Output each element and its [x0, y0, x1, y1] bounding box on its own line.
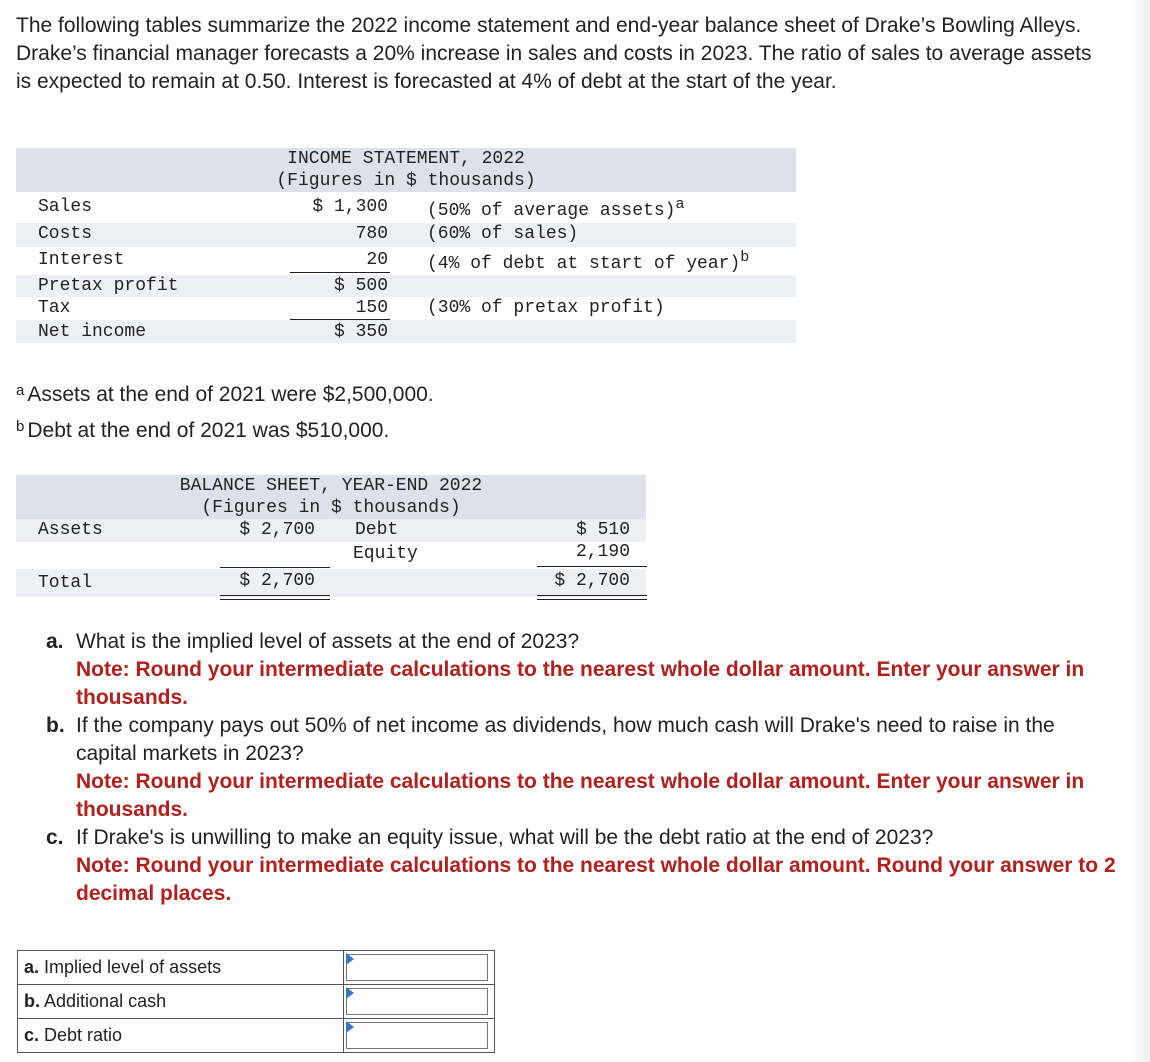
answer-label: b. Additional cash	[18, 985, 344, 1019]
income-row-note: (50% of average assets)$^a$	[427, 196, 685, 221]
footnote-marker: a	[16, 382, 25, 399]
income-row-value: 780	[355, 224, 388, 244]
question-note: Note: Round your intermediate calculations to the nearest whole dollar amount. Enter your answer in thousands.	[76, 658, 1085, 709]
footnote-marker: a	[675, 196, 685, 213]
subtotal-rule	[220, 567, 330, 568]
answer-flag-icon	[346, 953, 354, 965]
income-row-label: Interest	[38, 250, 125, 270]
question-note: Note: Round your intermediate calculations to the nearest whole dollar amount. Round your answer to 2 decimal places.	[76, 854, 1116, 905]
income-row-note: (60% of sales)	[427, 224, 579, 244]
question-text: If Drake's is unwilling to make an equity issue, what will be the debt ratio at the end of 2023?	[76, 826, 934, 849]
answer-row	[18, 985, 495, 1019]
income-row-value: $ 350	[333, 322, 388, 342]
balance-sheet-subtitle: (Figures in $ thousands)	[201, 498, 461, 518]
income-row-label: Tax	[38, 298, 71, 318]
answer-label: a. Implied level of assets	[18, 951, 344, 985]
assets-value: $ 2,700	[239, 520, 315, 540]
income-row-label: Sales	[38, 197, 93, 217]
income-row-label: Pretax profit	[38, 276, 179, 296]
footnote-a: $^a$ Assets at the end of 2021 were $2,500,000.	[16, 382, 434, 406]
questions-list	[46, 628, 1116, 908]
income-row-label: Net income	[38, 322, 147, 342]
answer-table	[17, 950, 495, 1053]
footnote-marker: b	[740, 249, 750, 266]
total-assets-value: $ 2,700	[239, 571, 315, 591]
question-a: a. What is the implied level of assets at the end of 2023? Note: Round your intermediate calculations to the nearest whole dollar amount. Enter your answer in thousands.	[46, 630, 1085, 709]
implied-assets-input[interactable]	[346, 954, 488, 981]
income-row-value: $ 1,300	[312, 197, 388, 217]
income-statement-header	[16, 148, 796, 192]
debt-label: Debt	[355, 520, 399, 540]
question-b: b. If the company pays out 50% of net income as dividends, how much cash will Drake's need to raise in the capital markets in 2023? Note: Round your intermediate calculations to the nearest whole dollar amount. Enter your answer in thousands.	[46, 714, 1085, 821]
total-liabilities-value: $ 2,700	[554, 571, 630, 591]
question-note: Note: Round your intermediate calculations to the nearest whole dollar amount. Enter your answer in thousands.	[76, 770, 1085, 821]
problem-intro: The following tables summarize the 2022 income statement and end-year balance sheet of Drake’s Bowling Alleys. Drake’s financial manager forecasts a 20% increase in sales and costs in 2023. The ratio of sales to average assets is expected to remain at 0.50. Interest is forecasted at 4% of debt at the start of the year.	[16, 14, 1092, 93]
income-row-value: 150	[355, 298, 388, 318]
page-edge-shade	[1130, 0, 1150, 1062]
subtotal-rule	[537, 566, 647, 567]
answer-flag-icon	[346, 987, 354, 999]
balance-sheet-header	[16, 475, 646, 519]
debt-value: $ 510	[575, 520, 630, 540]
double-underline	[220, 595, 330, 600]
income-row-label: Costs	[38, 224, 93, 244]
equity-value: 2,190	[575, 542, 630, 562]
income-statement-subtitle: (Figures in $ thousands)	[276, 171, 536, 191]
balance-sheet-title: BALANCE SHEET, YEAR-END 2022	[179, 476, 483, 496]
debt-ratio-input[interactable]	[346, 1022, 488, 1049]
question-text: If the company pays out 50% of net income as dividends, how much cash will Drake's need to raise in the capital markets in 2023?	[76, 714, 1055, 765]
footnote-b: $^b$ Debt at the end of 2021 was $510,000.	[16, 418, 390, 442]
income-row-value: $ 500	[333, 276, 388, 296]
double-underline	[537, 595, 647, 600]
income-statement-title: INCOME STATEMENT, 2022	[287, 149, 525, 169]
row-stripe	[16, 223, 796, 247]
footnote-marker: b	[16, 418, 25, 435]
subtotal-rule	[290, 319, 390, 320]
additional-cash-input[interactable]	[346, 988, 488, 1015]
question-text: What is the implied level of assets at the end of 2023?	[76, 630, 580, 653]
income-row-note: (4% of debt at start of year)$^b$	[427, 249, 750, 274]
question-c: c. If Drake's is unwilling to make an equity issue, what will be the debt ratio at the end of 2023? Note: Round your intermediate calculations to the nearest whole dollar amount. Round your answer to 2 decimal places.	[46, 826, 1116, 905]
answer-flag-icon	[346, 1021, 354, 1033]
equity-label: Equity	[353, 544, 418, 564]
income-row-value: 20	[366, 250, 388, 270]
total-label: Total	[38, 573, 93, 593]
assets-label: Assets	[38, 520, 103, 540]
answer-label: c. Debt ratio	[18, 1019, 344, 1053]
subtotal-rule	[290, 272, 390, 273]
answer-row	[18, 951, 495, 985]
income-row-note: (30% of pretax profit)	[427, 298, 665, 318]
answer-row	[18, 1019, 495, 1053]
